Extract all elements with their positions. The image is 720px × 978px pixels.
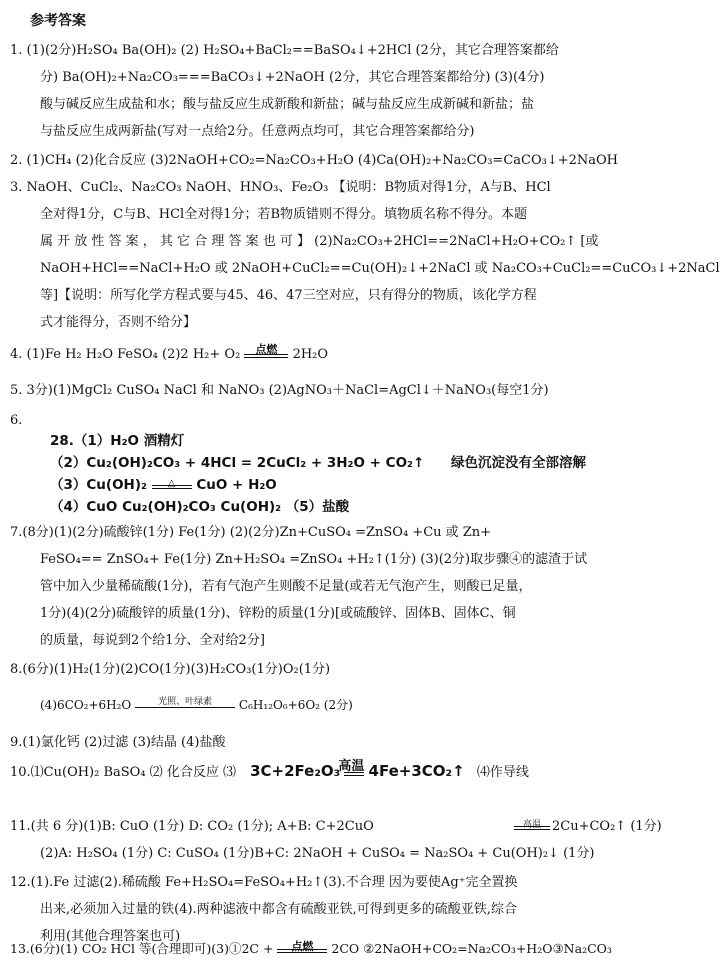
answer-line: NaOH+HCl==NaCl+H₂O 或 2NaOH+CuCl₂==Cu(OH)₂↓+2NaCl 或 Na₂CO₃+CuCl₂==CuCO₃↓+2NaCl <box>40 261 720 276</box>
q10-a: 10.⑴Cu(OH)₂ BaSO₄ ⑵ 化合反应 ⑶ <box>10 765 236 780</box>
q13-condition: 点燃 <box>291 940 314 953</box>
answer-line: 12.(1).Fe 过滤(2).稀硫酸 Fe+H₂SO₄=FeSO₄+H₂↑(3).不合理 因为要使Ag⁺完全置换 <box>10 875 518 890</box>
heat-icon: △ <box>167 478 176 489</box>
q6-note: 绿色沉淀没有全部溶解 <box>450 455 586 471</box>
q10-eq-right: 4Fe+3CO₂↑ <box>368 762 465 780</box>
answer-line: 与盐反应生成两新盐(写对一点给2分。任意两点均可，其它合理答案都给分) <box>40 124 475 139</box>
answer-line: 出来,必须加入过量的铁(4).两种滤液中都含有硫酸亚铁,可得到更多的硫酸亚铁,综合 <box>40 902 517 917</box>
answer-line: (2)A: H₂SO₄ (1分) C: CuSO₄ (1分)B+C: 2NaOH + CuSO₄ = Na₂SO₄ + Cu(OH)₂↓ (1分) <box>40 846 595 861</box>
answer-line: 全对得1分，C与B、HCl全对得1分；若B物质错则不得分。填物质名称不得分。本题 <box>40 207 528 222</box>
q11-right: 2Cu+CO₂↑ (1分) <box>552 819 662 834</box>
q6-eq2: （2）Cu₂(OH)₂CO₃ + 4HCl = 2CuCl₂ + 3H₂O + CO₂↑ <box>50 455 425 471</box>
answer-line: 8.(6分)(1)H₂(1分)(2)CO(1分)(3)H₂CO₃(1分)O₂(1分) <box>10 662 331 677</box>
answer-line: 分) Ba(OH)₂+Na₂CO₃===BaCO₃↓+2NaOH (2分，其它合理答案都给分) (3)(4分) <box>40 70 545 85</box>
q10-condition: 高温 <box>338 759 365 774</box>
page-title: 参考答案 <box>30 13 86 29</box>
q13-prefix: 13.(6分)(1) CO₂ HCl 等(合理即可)(3)①2C + <box>10 941 274 956</box>
q6-heat-arrow <box>152 478 192 489</box>
answer-line: 7.(8分)(1)(2分)硫酸锌(1分) Fe(1分) (2)(2分)Zn+CuSO₄ =ZnSO₄ +Cu 或 Zn+ <box>10 525 492 540</box>
q6-line1: 28.（1）H₂O 酒精灯 <box>50 433 185 449</box>
q8-suffix: C₆H₁₂O₆+6O₂ (2分) <box>238 698 353 712</box>
answer-line: 1. (1)(2分)H₂SO₄ Ba(OH)₂ (2) H₂SO₄+BaCl₂==BaSO₄↓+2HCl (2分，其它合理答案都给 <box>10 43 559 58</box>
q6-line2 <box>50 452 586 474</box>
answer-line: 管中加入少量稀硫酸(1分)，若有气泡产生则酸不足量(或若无气泡产生，则酸已足量， <box>40 579 532 594</box>
answer-line: 3. NaOH、CuCl₂、Na₂CO₃ NaOH、HNO₃、Fe₂O₃ 【说明：B物质对得1分，A与B、HCl <box>10 180 551 195</box>
answer-line: FeSO₄== ZnSO₄+ Fe(1分) Zn+H₂SO₄ =ZnSO₄ +H₂↑(1分) (3)(2分)取步骤④的滤渣于试 <box>40 552 588 567</box>
q11-tail <box>514 816 550 838</box>
answer-line: 6. <box>10 413 23 428</box>
q8-condition: 光照、叶绿素 <box>158 697 213 707</box>
q4-condition: 点燃 <box>255 343 278 356</box>
answer-line: 11.(共 6 分)(1)B: CuO (1分) D: CO₂ (1分); A+B: C+2CuO <box>10 819 374 834</box>
q6-eq3-left: （3）Cu(OH)₂ <box>50 477 147 493</box>
q6-eq3-right: CuO + H₂O <box>196 477 277 493</box>
answer-line: 9.(1)氯化钙 (2)过滤 (3)结晶 (4)盐酸 <box>10 735 226 750</box>
answer-q10 <box>10 760 529 784</box>
q13-suffix: 2CO ②2NaOH+CO₂=Na₂CO₃+H₂O③Na₂CO₃ <box>331 941 612 956</box>
q8-prefix: (4)6CO₂+6H₂O <box>40 698 132 712</box>
q4-prefix: 4. (1)Fe H₂ H₂O FeSO₄ (2)2 H₂+ O₂ <box>10 347 241 362</box>
answer-line: 利用(其他合理答案也可) <box>40 929 181 944</box>
q11-condition: 高温 <box>522 820 541 830</box>
q6-line3 <box>50 474 277 496</box>
answer-line: 5. 3分)(1)MgCl₂ CuSO₄ NaCl 和 NaNO₃ (2)AgNO₃＋NaCl=AgCl↓＋NaNO₃(每空1分) <box>10 383 549 398</box>
q6-line4: （4）CuO Cu₂(OH)₂CO₃ Cu(OH)₂ （5）盐酸 <box>50 499 350 515</box>
answer-line: 等]【说明：所写化学方程式要与45、46、47三空对应，只有得分的物质，该化学方程 <box>40 288 537 303</box>
answer-line: 式才能得分，否则不给分】 <box>40 315 197 330</box>
q13-condition-arrow <box>277 940 327 953</box>
q4-product: 2H₂O <box>292 347 329 362</box>
answer-q4 <box>10 344 328 366</box>
answer-line: 的质量，每说到2个给1分、全对给2分] <box>40 633 265 648</box>
answer-q8-part4 <box>40 694 353 716</box>
q8-condition-arrow <box>135 697 235 709</box>
answer-line: 2. (1)CH₄ (2)化合反应 (3)2NaOH+CO₂=Na₂CO₃+H₂O (4)Ca(OH)₂+Na₂CO₃=CaCO₃↓+2NaOH <box>10 153 619 168</box>
q11-condition-arrow <box>514 820 550 830</box>
q10-b: ⑷作导线 <box>476 765 529 780</box>
q10-condition-arrow <box>338 759 365 776</box>
q10-eq-left: 3C+2Fe₂O₃ <box>250 762 341 780</box>
q4-condition-arrow <box>244 343 288 358</box>
answer-q13 <box>10 938 612 960</box>
answer-line: 属 开 放 性 答 案 ， 其 它 合 理 答 案 也 可 】 (2)Na₂CO₃+2HCl==2NaCl+H₂O+CO₂↑ [或 <box>40 234 599 249</box>
answer-line: 1分)(4)(2分)硫酸锌的质量(1分)、锌粉的质量(1分)[或硫酸锌、固体B、固体C、铜 <box>40 606 516 621</box>
answer-line: 酸与碱反应生成盐和水；酸与盐反应生成新酸和新盐；碱与盐反应生成新碱和新盐；盐 <box>40 97 535 112</box>
